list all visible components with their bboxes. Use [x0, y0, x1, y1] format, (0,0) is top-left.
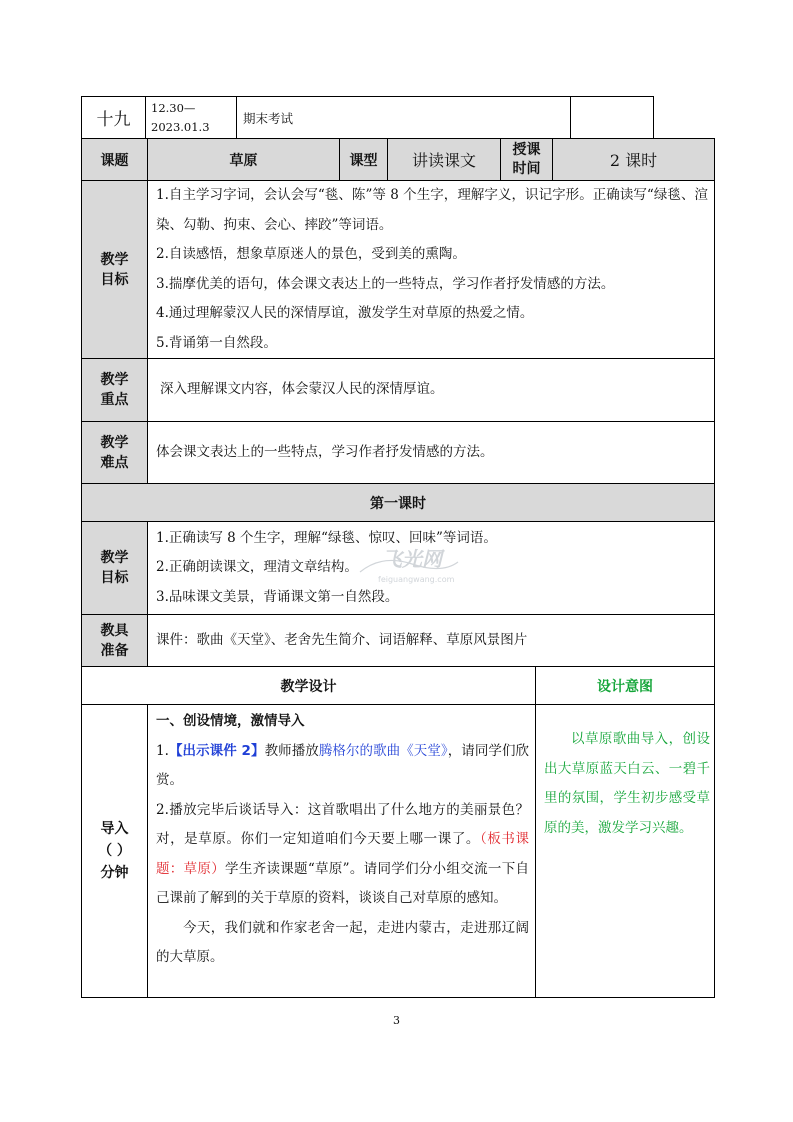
- p1-text-b: ，请同学们欣赏。: [156, 742, 530, 788]
- courseware-tag: 【出示课件 2】: [168, 742, 265, 759]
- design-paragraph-2: [156, 796, 529, 914]
- tools-label-line-2: 准备: [100, 642, 129, 659]
- goal-item: 1.自主学习字词，会认会写“毯、陈”等 8 个生字，理解字义，识记字形。正确读写“绿毯、渲染、勾勒、拘束、会心、摔跤”等词语。: [156, 187, 708, 233]
- key-points-label: [82, 359, 148, 422]
- difficulties-text: 体会课文表达上的一些特点，学习作者抒发情感的方法。: [148, 422, 715, 484]
- time-value: 2 课时: [553, 139, 715, 181]
- stage-label-line-3: 分钟: [100, 865, 129, 881]
- step-title: 一、创设情境，激情导入: [156, 713, 305, 729]
- goals-label-line-1: 教学: [100, 251, 129, 268]
- goal-item: 3.揣摩优美的语句，体会课文表达上的一些特点，学习作者抒发情感的方法。: [156, 275, 615, 292]
- key-points-label-line-1: 教学: [100, 372, 129, 388]
- lesson-goals-label-line-2: 目标: [100, 570, 129, 586]
- key-points-row: [82, 359, 715, 422]
- intent-text: 以草原歌曲导入，创设出大草原蓝天白云、一碧千里的氛围，学生初步感受草原的美，激发学习兴趣。: [536, 705, 715, 998]
- p2-text-a: 2.播放完毕后谈话导入：这首歌唱出了什么地方的美丽景色？对，是草原。你们一定知道咱们今天要上哪一课了。: [156, 801, 529, 847]
- p1-text-a: 教师播放: [264, 742, 319, 759]
- topic-row: [82, 139, 715, 181]
- lesson-goals-label: [82, 522, 148, 615]
- tools-text: 课件：歌曲《天堂》、老舍先生简介、词语解释、草原风景图片: [148, 615, 715, 667]
- empty-cell: [571, 97, 654, 139]
- design-body-row: [82, 705, 715, 998]
- goals-content: [148, 181, 715, 359]
- date-line-2: 2023.01.3: [151, 119, 210, 134]
- song-title: 腾格尔的歌曲《天堂》: [318, 742, 448, 759]
- key-points-text: 深入理解课文内容，体会蒙汉人民的深情厚谊。: [148, 359, 715, 422]
- goal-item: 4.通过理解蒙汉人民的深情厚谊，激发学生对草原的热爱之情。: [156, 305, 534, 321]
- intent-header: 设计意图: [536, 667, 715, 705]
- lesson-goal-item: 2.正确朗读课文，理清文章结构。: [156, 559, 358, 576]
- lesson-plan-table: [81, 138, 715, 998]
- topic-label: 课题: [82, 139, 148, 181]
- type-label: 课型: [340, 139, 388, 181]
- lesson-note: 期末考试: [237, 97, 571, 139]
- tools-label-line-1: 教具: [100, 622, 129, 639]
- page-number: 3: [393, 1014, 400, 1027]
- goals-label: [82, 181, 148, 359]
- board-note: （板书课题：草原）: [156, 831, 530, 877]
- time-label-line-1: 授课: [512, 141, 541, 158]
- goals-label-line-2: 目标: [100, 271, 129, 288]
- design-header-row: [82, 667, 715, 705]
- tools-row: [82, 615, 715, 667]
- lesson-goals-label-line-1: 教学: [100, 550, 129, 566]
- goals-row: [82, 181, 715, 359]
- time-label: [501, 139, 553, 181]
- time-label-line-2: 时间: [512, 160, 541, 177]
- difficulties-label-line-1: 教学: [100, 434, 129, 451]
- difficulties-label: [82, 422, 148, 484]
- design-header: 教学设计: [82, 667, 536, 705]
- p2-text-b: 学生齐读课题“草原”。请同学们分小组交流一下自己课前了解到的关于草原的资料，谈谈自己对草原的感知。: [156, 860, 530, 906]
- lesson-goal-item: 1.正确读写 8 个生字，理解“绿毯、惊叹、回味”等词语。: [156, 529, 497, 546]
- lesson-goals-content: [148, 522, 715, 615]
- goal-item: 5.背诵第一自然段。: [156, 334, 277, 351]
- date-line-1: 12.30—: [151, 100, 196, 115]
- key-points-label-line-2: 重点: [100, 392, 129, 408]
- goal-item: 2.自读感悟，想象草原迷人的景色，受到美的熏陶。: [156, 246, 466, 262]
- difficulties-label-line-2: 难点: [100, 454, 129, 471]
- stage-label: [82, 705, 148, 998]
- stage-label-line-1: 导入: [100, 821, 129, 837]
- lesson-goal-item: 3.品味课文美景，背诵课文第一自然段。: [156, 588, 399, 605]
- type-value: 讲读课文: [388, 139, 501, 181]
- design-paragraph-1: [156, 737, 529, 796]
- topic-value: 草原: [148, 139, 340, 181]
- stage-label-line-2: （ ）: [98, 843, 131, 859]
- first-lesson-row: [82, 484, 715, 522]
- lesson-number: 十九: [82, 97, 146, 139]
- first-lesson-title: 第一课时: [82, 484, 715, 522]
- tools-label: [82, 615, 148, 667]
- watermark-sub: feiguangwang.com: [378, 575, 455, 584]
- design-content: [148, 705, 536, 998]
- lesson-goals-row: [82, 522, 715, 615]
- p1-number: 1.: [156, 742, 169, 759]
- design-paragraph-3: 今天，我们就和作家老舍一起，走进内蒙古，走进那辽阔的大草原。: [156, 919, 529, 965]
- lesson-date: [146, 97, 237, 139]
- difficulties-row: [82, 422, 715, 484]
- lesson-info-table: [81, 96, 654, 139]
- watermark-text: 飞光网: [382, 547, 442, 571]
